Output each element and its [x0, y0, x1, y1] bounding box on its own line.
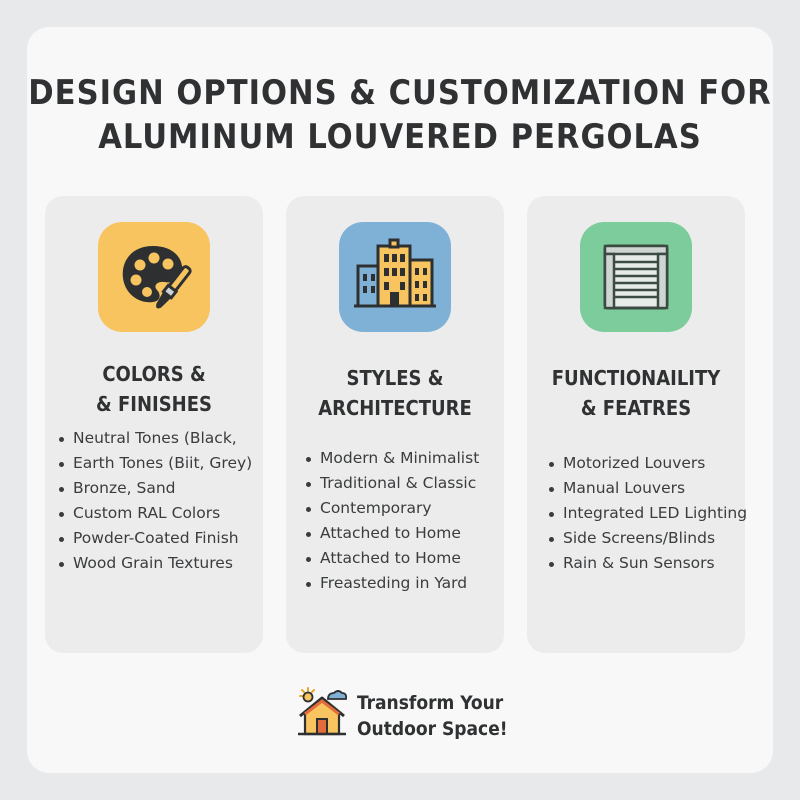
card-colors-finishes: [45, 196, 263, 653]
card-styles-architecture: [286, 196, 504, 653]
list-item: Attached to Home: [304, 521, 479, 546]
card-functionality-features: [527, 196, 748, 653]
list-item: Freasteding in Yard: [304, 571, 479, 596]
paint-palette-icon: [98, 222, 210, 332]
card-heading-line-1: FUNCTIONAILITY: [551, 366, 721, 390]
list-item: Traditional & Classic: [304, 471, 479, 496]
feature-list: [57, 426, 252, 576]
list-item: Rain & Sun Sensors: [547, 551, 747, 576]
footer-tagline-line-1: Transform Your: [357, 692, 504, 714]
footer-tagline-line-2: Outdoor Space!: [357, 718, 508, 740]
card-heading-line-2: & FEATRES: [580, 396, 692, 420]
card-heading-line-2: ARCHITECTURE: [318, 396, 472, 420]
list-item: Custom RAL Colors: [57, 501, 252, 526]
list-item: Side Screens/Blinds: [547, 526, 747, 551]
list-item: Attached to Home: [304, 546, 479, 571]
list-item: Earth Tones (Biit, Grey): [57, 451, 252, 476]
feature-list: [304, 446, 479, 596]
card-heading-line-2: & FINISHES: [96, 392, 212, 416]
list-item: Contemporary: [304, 496, 479, 521]
list-item: Integrated LED Lighting: [547, 501, 747, 526]
list-item: Bronze, Sand: [57, 476, 252, 501]
list-item: Neutral Tones (Black,: [57, 426, 252, 451]
page-title-line-2: ALUMINUM LOUVERED PERGOLAS: [98, 117, 702, 157]
list-item: Powder-Coated Finish: [57, 526, 252, 551]
list-item: Manual Louvers: [547, 476, 747, 501]
card-heading-line-1: STYLES &: [346, 366, 444, 390]
list-item: Motorized Louvers: [547, 451, 747, 476]
page-title-line-1: DESIGN OPTIONS & CUSTOMIZATION FOR: [28, 73, 772, 113]
list-item: Modern & Minimalist: [304, 446, 479, 471]
card-heading-line-1: COLORS &: [102, 362, 206, 386]
feature-list: [547, 451, 747, 576]
buildings-icon: [339, 222, 451, 332]
list-item: Wood Grain Textures: [57, 551, 252, 576]
house-sun-cloud-icon: [296, 686, 348, 738]
louver-panel-icon: [580, 222, 692, 332]
